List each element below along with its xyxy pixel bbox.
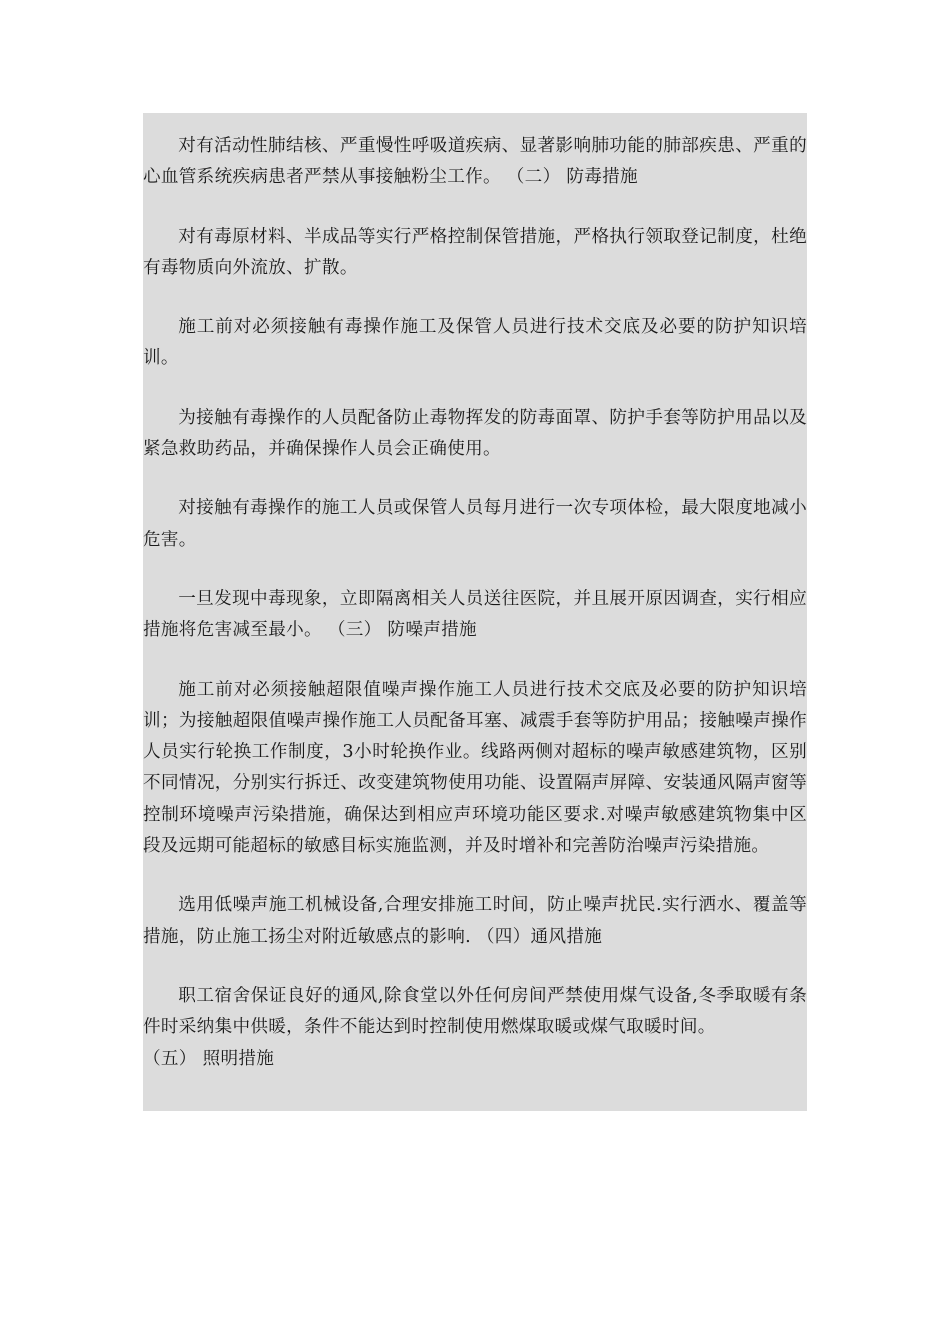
document-body (143, 131, 807, 1103)
paragraph-text: 职工宿舍保证良好的通风,除食堂以外任何房间严禁使用煤气设备,冬季取暖有条件时采纳集中供暖，条件不能达到时控制使用燃煤取暖或煤气取暖时间。 (143, 985, 807, 1038)
section-heading-lighting: （五） 照明措施 (143, 1048, 275, 1069)
paragraph-text: 对接触有毒操作的施工人员或保管人员每月进行一次专项体检，最大限度地减小危害。 (143, 498, 807, 550)
paragraph-poisoning-response (143, 584, 807, 647)
paragraph-low-noise-equipment (143, 890, 807, 953)
paragraph-toxic-material-control (143, 222, 807, 285)
section-heading-anti-poison: （二） 防毒措施 (500, 167, 638, 188)
paragraph-text: 对有活动性肺结核、严重慢性呼吸道疾病、显著影响肺功能的肺部疾患、严重的心血管系统疾病患者严禁从事接触粉尘工作。 (143, 136, 807, 188)
paragraph-dust-restriction (143, 131, 807, 194)
paragraph-text: 施工前对必须接触有毒操作施工及保管人员进行技术交底及必要的防护知识培训。 (143, 317, 807, 369)
paragraph-text: 为接触有毒操作的人员配备防止毒物挥发的防毒面罩、防护手套等防护用品以及紧急救助药品，并确保操作人员会正确使用。 (143, 407, 807, 460)
paragraph-text: 施工前对必须接触超限值噪声操作施工人员进行技术交底及必要的防护知识培训；为接触超限值噪声操作施工人员配备耳塞、减震手套等防护用品；接触噪声操作人员实行轮换工作制度，3小时轮换作业。线路两侧对超标的噪声敏感建筑物，区别不同情况，分别实行拆迁、改变建筑物使用功能、设置隔声屏障、安装通风隔声窗等控制环境噪声污染措施，确保达到相应声环境功能区要求.对噪声敏感建筑物集中区段及远期可能超标的敏感目标实施监测，并及时增补和完善防治噪声污染措施。 (143, 679, 807, 857)
paragraph-text: 一旦发现中毒现象，立即隔离相关人员送往医院，并且展开原因调查，实行相应措施将危害减至最小。 (143, 588, 807, 641)
paragraph-text: 选用低噪声施工机械设备,合理安排施工时间，防止噪声扰民.实行洒水、覆盖等措施，防止施工扬尘对附近敏感点的影响. (143, 895, 807, 947)
paragraph-noise-measures (143, 675, 807, 863)
section-heading-ventilation: （四）通风措施 (470, 926, 603, 947)
paragraph-monthly-checkup (143, 493, 807, 556)
document-page (143, 113, 807, 1111)
paragraph-toxic-training (143, 312, 807, 375)
paragraph-text: 对有毒原材料、半成品等实行严格控制保管措施，严格执行领取登记制度，杜绝有毒物质向外流放、扩散。 (143, 226, 807, 278)
paragraph-protective-equipment (143, 403, 807, 466)
paragraph-dormitory-ventilation (143, 981, 807, 1075)
section-heading-noise: （三） 防噪声措施 (321, 620, 477, 641)
